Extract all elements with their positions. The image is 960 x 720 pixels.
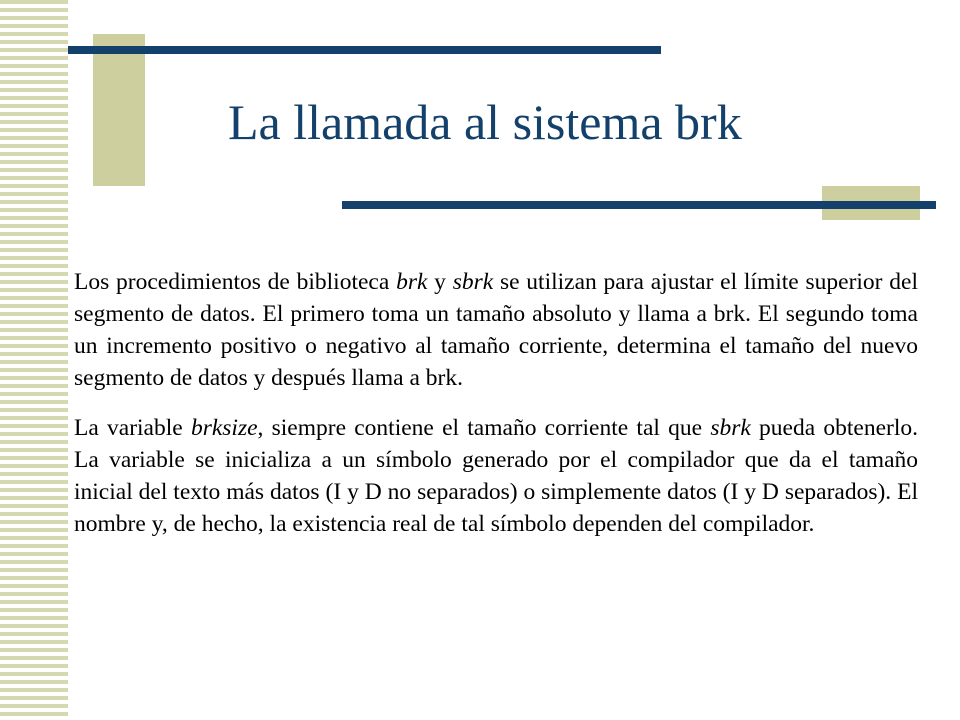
paragraph1-text-b: y bbox=[427, 269, 453, 295]
decorative-vertical-block bbox=[93, 34, 145, 186]
paragraph-brk-sbrk bbox=[74, 266, 918, 394]
paragraph2-text-b: , siempre contiene el tamaño corriente tal que bbox=[257, 415, 711, 441]
title-rule-bottom bbox=[342, 201, 936, 209]
paragraph1-text-a: Los procedimientos de biblioteca bbox=[74, 269, 397, 295]
title-rule-top bbox=[68, 46, 661, 54]
slide-body bbox=[74, 266, 918, 558]
term-brk: brk bbox=[396, 269, 428, 295]
paragraph1-text-c: se utilizan para ajustar el límite superior del segmento de datos. El primero toma un tamaño absoluto y llama a brk. El segundo toma un incremento positivo o negativo al tamaño corriente, determina el tamaño del nuevo segmento de datos y después llama a brk. bbox=[74, 269, 918, 391]
paragraph2-text-c: pueda obtenerlo. La variable se inicializa a un símbolo generado por el compilador que da el tamaño inicial del texto más datos (I y D no separados) o simplemente datos (I y D separados). El nombre y, de hecho, la existencia real de tal símbolo dependen del compilador. bbox=[74, 415, 918, 537]
paragraph-brksize bbox=[74, 412, 918, 540]
term-sbrk-2: sbrk bbox=[710, 415, 751, 441]
paragraph2-text-a: La variable bbox=[74, 415, 191, 441]
slide-title: La llamada al sistema brk bbox=[228, 94, 742, 150]
term-sbrk: sbrk bbox=[452, 269, 494, 295]
decorative-stripe-band bbox=[0, 0, 68, 720]
term-brksize: brksize bbox=[190, 415, 258, 441]
